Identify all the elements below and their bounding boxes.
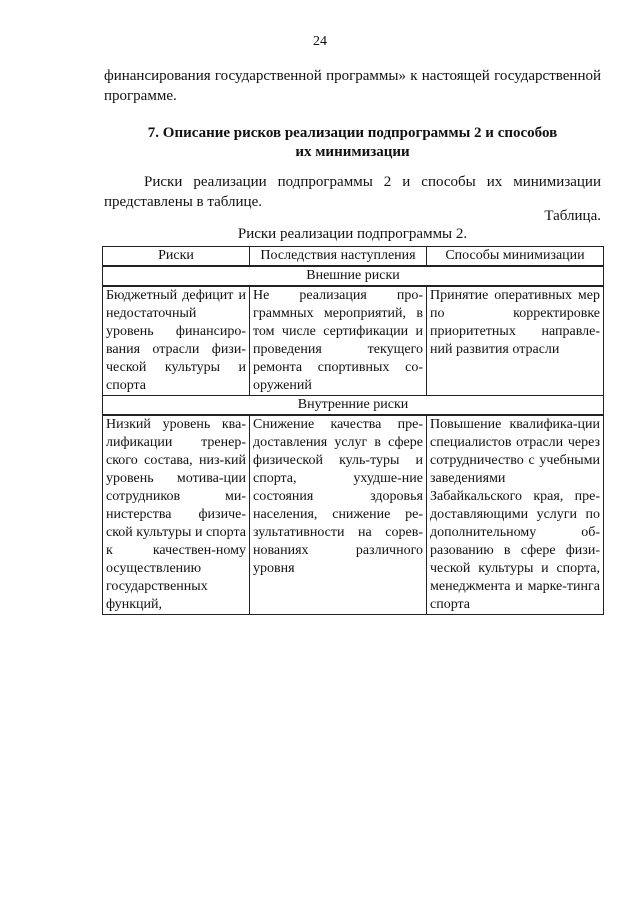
cell-consequence: Снижение качества пре-доставления услуг в сфере физической куль-туры и спорта, ухудше-ние состояния здоровья населения, снижение ре-зультативности на сорев-нованиях различного уровня [250, 415, 427, 615]
cell-minimization: Принятие оперативных мер по корректировке приоритетных направле-ний развития отрасли [427, 286, 604, 396]
group-row-external [103, 266, 604, 286]
cell-consequence: Не реализация про-граммных мероприятий, в том числе сертификации и проведения текущего ремонта спортивных со-оружений [250, 286, 427, 396]
intro-paragraph [104, 172, 601, 212]
table-row [103, 415, 604, 615]
header-consequences: Последствия наступления [250, 247, 427, 267]
table-row [103, 286, 604, 396]
page-number: 24 [313, 34, 327, 49]
table-label: Таблица. [544, 208, 601, 224]
cell-risk: Бюджетный дефицит и недостаточный уровень финансиро-вания отрасли физи-ческой культуры и спорта [103, 286, 250, 396]
intro-text: Риски реализации подпрограммы 2 и способы их минимизации представлены в таблице. [104, 174, 601, 210]
header-risks: Риски [103, 247, 250, 267]
cell-risk: Низкий уровень ква-лификации тренер-ского состава, низ-кий уровень мотива-ции сотрудников ми-нистерства физиче-ской культуры и спорта к качествен-ному осуществлению государственных функций, [103, 415, 250, 615]
section-heading-line-2: их минимизации [295, 144, 410, 160]
continuation-paragraph: финансирования государственной программы» к настоящей государственной программе. [104, 68, 601, 104]
table-header-row [103, 247, 604, 267]
section-heading-line-1: 7. Описание рисков реализации подпрограммы 2 и способов [147, 125, 558, 141]
risks-table [102, 246, 604, 615]
cell-minimization: Повышение квалифика-ции специалистов отрасли через сотрудничество с учебными заведениями Забайкальского края, пре-доставляющими услуги по дополнительному об-разованию в сфере физи-ческой культуры и спорта, менеджмента и марке-тинга спорта [427, 415, 604, 615]
group-title-external: Внешние риски [103, 266, 604, 286]
section-heading [104, 124, 601, 162]
header-minimization: Способы минимизации [427, 247, 604, 267]
group-row-internal [103, 396, 604, 416]
table-caption: Риски реализации подпрограммы 2. [237, 226, 468, 242]
group-title-internal: Внутренние риски [103, 396, 604, 416]
